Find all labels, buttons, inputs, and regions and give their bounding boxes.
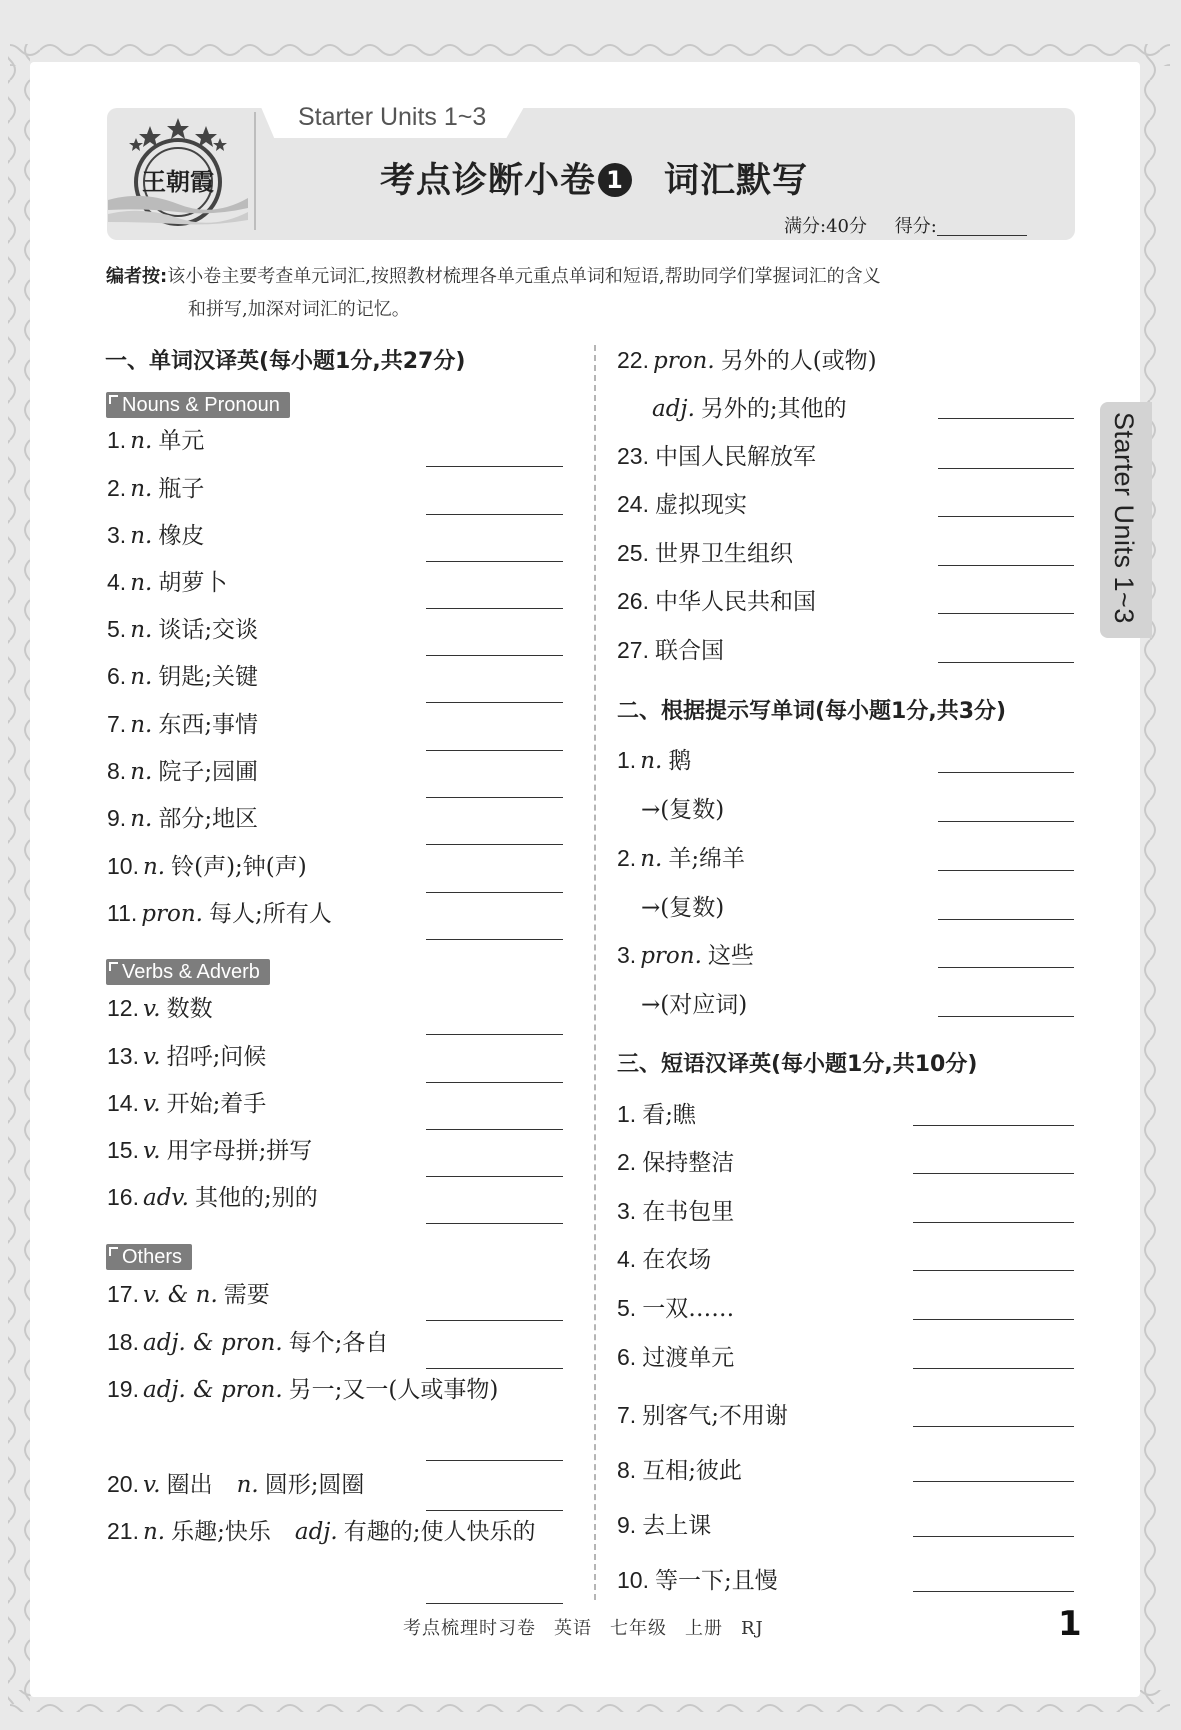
part-of-speech: n. bbox=[142, 854, 166, 880]
note-line-2: 和拼写,加深对词汇的记忆。 bbox=[188, 299, 410, 320]
item-meaning: 需要 bbox=[223, 1282, 270, 1308]
part-of-speech: n. bbox=[130, 476, 153, 502]
answer-blank[interactable] bbox=[938, 870, 1074, 871]
item-meaning: 世界卫生组织 bbox=[654, 541, 793, 567]
part-of-speech: n. bbox=[130, 759, 153, 785]
column-divider bbox=[594, 345, 596, 1600]
answer-blank[interactable] bbox=[426, 608, 563, 609]
vocab-item bbox=[107, 1466, 364, 1499]
full-score-label: 满分:40分 bbox=[784, 216, 867, 237]
item-number: 20. bbox=[107, 1471, 139, 1497]
part-of-speech: adj. & pron. bbox=[142, 1330, 283, 1356]
item-number: 1. bbox=[107, 427, 127, 453]
footer-volume: 上册 bbox=[685, 1618, 723, 1639]
footer-subject: 英语 bbox=[554, 1618, 592, 1639]
part-of-speech: pron. bbox=[141, 901, 203, 927]
part-of-speech: v. bbox=[142, 1044, 161, 1070]
part-of-speech: n. bbox=[130, 570, 153, 596]
answer-blank[interactable] bbox=[913, 1591, 1074, 1592]
item-number: 5. bbox=[617, 1295, 637, 1321]
editor-note bbox=[106, 260, 1076, 326]
item-number: 9. bbox=[617, 1512, 637, 1538]
item-meaning: 在书包里 bbox=[642, 1199, 735, 1225]
vocab-item bbox=[107, 517, 204, 550]
part-of-speech: n. bbox=[130, 617, 153, 643]
item-meaning: 另外的人(或物) bbox=[720, 348, 877, 374]
item-meaning: 部分;地区 bbox=[158, 806, 259, 832]
part-of-speech: pron. bbox=[652, 348, 715, 374]
score-got-label: 得分: bbox=[894, 216, 937, 237]
part-of-speech: n. bbox=[640, 846, 663, 872]
part-of-speech: v. bbox=[142, 1091, 161, 1117]
answer-blank[interactable] bbox=[938, 565, 1074, 566]
item-number: 11. bbox=[107, 900, 138, 926]
vocab-item bbox=[107, 1276, 270, 1309]
item-number: 27. bbox=[617, 637, 649, 663]
vocab-item bbox=[107, 848, 307, 881]
section3-title: 三、短语汉译英(每小题1分,共10分) bbox=[617, 1052, 978, 1077]
item-number: 5. bbox=[107, 616, 127, 642]
vocab-item bbox=[107, 753, 258, 786]
vocab-item bbox=[107, 706, 258, 739]
page-number: 1 bbox=[1058, 1604, 1082, 1644]
part-of-speech: adj. & pron. bbox=[142, 1377, 283, 1403]
item-meaning: 开始;着手 bbox=[166, 1091, 267, 1117]
item-number: 25. bbox=[617, 540, 649, 566]
item-number: 4. bbox=[107, 569, 127, 595]
part-of-speech: v. & n. bbox=[142, 1282, 218, 1308]
answer-blank[interactable] bbox=[913, 1481, 1074, 1482]
hint-text: →(复数) bbox=[641, 895, 725, 921]
vocab-item bbox=[617, 535, 793, 568]
score-blank[interactable] bbox=[937, 217, 1027, 236]
logo-text: 王朝霞 bbox=[142, 167, 214, 196]
part-of-speech: n. bbox=[130, 664, 153, 690]
answer-blank[interactable] bbox=[426, 655, 563, 656]
item-number: 6. bbox=[107, 663, 127, 689]
item-meaning: 一双…… bbox=[642, 1296, 735, 1322]
vocab-item bbox=[617, 1144, 734, 1177]
answer-blank[interactable] bbox=[913, 1426, 1074, 1427]
category-nouns-pronoun: Nouns & Pronoun bbox=[106, 392, 290, 418]
title-number-badge: 1 bbox=[598, 163, 632, 197]
item-number: 13. bbox=[107, 1043, 139, 1069]
vocab-item bbox=[617, 1339, 734, 1372]
vocab-item bbox=[107, 470, 204, 503]
item-number: 17. bbox=[107, 1281, 139, 1307]
item-number: 2. bbox=[617, 1149, 637, 1175]
item-number: 24. bbox=[617, 491, 649, 517]
footer-grade: 七年级 bbox=[610, 1618, 667, 1639]
item-number: 12. bbox=[107, 995, 139, 1021]
vocab-item bbox=[107, 1132, 312, 1165]
answer-blank[interactable] bbox=[426, 1460, 563, 1461]
part-of-speech: pron. bbox=[640, 943, 702, 969]
vocab-item bbox=[617, 1507, 711, 1540]
answer-blank[interactable] bbox=[426, 1129, 563, 1130]
part-of-speech: n. bbox=[130, 712, 153, 738]
vocab-item bbox=[107, 1371, 498, 1404]
item-meaning: 中国人民解放军 bbox=[654, 444, 816, 470]
item-number: 3. bbox=[617, 942, 637, 968]
footer bbox=[403, 1614, 782, 1640]
answer-blank[interactable] bbox=[938, 919, 1074, 920]
item-meaning: 虚拟现实 bbox=[654, 492, 747, 518]
vocab-item bbox=[617, 583, 816, 616]
part-of-speech: n. bbox=[640, 748, 663, 774]
item-number: 10. bbox=[617, 1567, 649, 1593]
part-of-speech: v. bbox=[142, 996, 161, 1022]
answer-blank[interactable] bbox=[426, 1082, 563, 1083]
item-meaning: 羊;绵羊 bbox=[668, 846, 746, 872]
vocab-item bbox=[107, 1038, 266, 1071]
vocab-item bbox=[617, 1452, 742, 1485]
item-meaning: 每人;所有人 bbox=[208, 901, 332, 927]
title-sub: 词汇默写 bbox=[664, 161, 809, 201]
answer-blank[interactable] bbox=[938, 662, 1074, 663]
part-of-speech: n. bbox=[130, 428, 153, 454]
part-of-speech: v. bbox=[142, 1138, 161, 1164]
item-meaning: 其他的;别的 bbox=[195, 1185, 318, 1211]
vocab-item bbox=[617, 840, 745, 873]
footer-series: 考点梳理时习卷 bbox=[403, 1618, 536, 1639]
paper-title bbox=[380, 153, 808, 203]
vocab-item bbox=[107, 1085, 266, 1118]
answer-blank[interactable] bbox=[426, 1320, 563, 1321]
part-of-speech: n. bbox=[130, 523, 153, 549]
category-verbs-adverb: Verbs & Adverb bbox=[106, 959, 270, 985]
vocab-item bbox=[617, 742, 691, 775]
item-meaning: 乐趣;快乐 bbox=[171, 1519, 271, 1545]
item-meaning: 数数 bbox=[166, 996, 213, 1022]
item-meaning: 中华人民共和国 bbox=[654, 589, 816, 615]
vocab-item bbox=[617, 438, 816, 471]
section1-title: 一、单词汉译英(每小题1分,共27分) bbox=[105, 349, 466, 374]
vocab-item bbox=[107, 895, 332, 928]
item-meaning: 橡皮 bbox=[158, 523, 205, 549]
item-number: 3. bbox=[107, 522, 127, 548]
item-meaning: 这些 bbox=[707, 943, 754, 969]
hint-text: →(复数) bbox=[641, 797, 725, 823]
publisher-logo bbox=[108, 112, 248, 237]
item-meaning: 招呼;问候 bbox=[166, 1044, 267, 1070]
item-meaning: 铃(声);钟(声) bbox=[171, 854, 307, 880]
vocab-item bbox=[107, 1179, 318, 1212]
answer-blank[interactable] bbox=[426, 939, 563, 940]
answer-blank[interactable] bbox=[426, 466, 563, 467]
answer-blank[interactable] bbox=[938, 468, 1074, 469]
score-line bbox=[784, 212, 1027, 238]
item-meaning: 另一;又一(人或事物) bbox=[288, 1377, 499, 1403]
answer-blank[interactable] bbox=[913, 1125, 1074, 1126]
answer-blank[interactable] bbox=[426, 1223, 563, 1224]
part-of-speech: n. bbox=[142, 1519, 166, 1545]
item-number: 26. bbox=[617, 588, 649, 614]
vocab-item bbox=[617, 342, 877, 375]
item-meaning: 鹅 bbox=[668, 748, 692, 774]
vocab-item bbox=[617, 1290, 734, 1323]
vocab-item bbox=[107, 422, 204, 455]
answer-blank[interactable] bbox=[426, 844, 563, 845]
vocab-item bbox=[107, 611, 258, 644]
note-line-1: 该小卷主要考查单元词汇,按照教材梳理各单元重点单词和短语,帮助同学们掌握词汇的含义 bbox=[167, 266, 881, 287]
vocab-item bbox=[107, 1513, 536, 1546]
answer-blank[interactable] bbox=[938, 967, 1074, 968]
answer-blank[interactable] bbox=[426, 561, 563, 562]
item-number: 21. bbox=[107, 1518, 139, 1544]
answer-blank[interactable] bbox=[938, 613, 1074, 614]
item-number: 2. bbox=[617, 845, 637, 871]
part-of-speech-2: n. bbox=[236, 1472, 259, 1498]
answer-blank[interactable] bbox=[938, 516, 1074, 517]
vocab-item bbox=[617, 632, 724, 665]
answer-blank[interactable] bbox=[938, 821, 1074, 822]
item-meaning: 保持整洁 bbox=[642, 1150, 735, 1176]
answer-blank[interactable] bbox=[913, 1222, 1074, 1223]
answer-blank[interactable] bbox=[938, 1016, 1074, 1017]
vocab-item bbox=[617, 937, 754, 970]
item-meaning: 胡萝卜 bbox=[158, 570, 228, 596]
item-meaning-2: 另外的;其他的 bbox=[700, 396, 847, 422]
vocab-item bbox=[107, 1324, 388, 1357]
item-meaning: 院子;园圃 bbox=[158, 759, 259, 785]
item-meaning: 瓶子 bbox=[158, 476, 205, 502]
item-meaning: 钥匙;关键 bbox=[158, 664, 259, 690]
item-number: 2. bbox=[107, 475, 127, 501]
section2-title: 二、根据提示写单词(每小题1分,共3分) bbox=[617, 699, 1007, 724]
item-meaning: 互相;彼此 bbox=[642, 1458, 742, 1484]
item-meaning: 过渡单元 bbox=[642, 1345, 735, 1371]
part-of-speech: adv. bbox=[142, 1185, 189, 1211]
item-meaning: 看;瞧 bbox=[642, 1102, 696, 1128]
item-meaning-2: 有趣的;使人快乐的 bbox=[343, 1519, 536, 1545]
item-meaning: 每个;各自 bbox=[288, 1330, 389, 1356]
answer-blank[interactable] bbox=[426, 892, 563, 893]
answer-blank[interactable] bbox=[913, 1536, 1074, 1537]
answer-blank[interactable] bbox=[426, 702, 563, 703]
item-number: 23. bbox=[617, 443, 649, 469]
item-meaning: 联合国 bbox=[654, 638, 724, 664]
vocab-item bbox=[107, 564, 227, 597]
item-meaning: 去上课 bbox=[642, 1513, 712, 1539]
item-meaning: 别客气;不用谢 bbox=[642, 1403, 788, 1429]
answer-blank[interactable] bbox=[913, 1270, 1074, 1271]
vocab-item bbox=[107, 658, 258, 691]
vocab-item bbox=[617, 1397, 788, 1430]
title-main: 考点诊断小卷 bbox=[380, 161, 597, 201]
vocab-item-continuation bbox=[652, 390, 847, 423]
answer-blank[interactable] bbox=[426, 797, 563, 798]
part-of-speech: v. bbox=[142, 1472, 161, 1498]
vocab-item bbox=[617, 1562, 778, 1595]
vocab-item bbox=[617, 1096, 696, 1129]
item-number: 8. bbox=[107, 758, 127, 784]
item-number: 18. bbox=[107, 1329, 139, 1355]
item-meaning: 等一下;且慢 bbox=[654, 1568, 778, 1594]
logo-divider bbox=[254, 112, 256, 230]
part-of-speech-2: adj. bbox=[652, 396, 695, 422]
vocab-item bbox=[107, 800, 258, 833]
answer-blank[interactable] bbox=[426, 1510, 563, 1511]
part-of-speech-2: adj. bbox=[294, 1519, 338, 1545]
vocab-item bbox=[617, 1193, 734, 1226]
item-number: 3. bbox=[617, 1198, 637, 1224]
item-number: 8. bbox=[617, 1457, 637, 1483]
answer-blank[interactable] bbox=[913, 1173, 1074, 1174]
answer-blank[interactable] bbox=[938, 772, 1074, 773]
category-others: Others bbox=[106, 1244, 192, 1270]
item-number: 1. bbox=[617, 1101, 637, 1127]
vocab-item bbox=[617, 486, 747, 519]
part-of-speech: n. bbox=[130, 806, 153, 832]
answer-blank[interactable] bbox=[938, 418, 1074, 419]
item-number: 14. bbox=[107, 1090, 139, 1116]
answer-blank[interactable] bbox=[426, 1368, 563, 1369]
answer-blank[interactable] bbox=[426, 750, 563, 751]
answer-blank[interactable] bbox=[426, 1034, 563, 1035]
answer-blank[interactable] bbox=[426, 514, 563, 515]
vocab-item bbox=[107, 990, 213, 1023]
item-number: 19. bbox=[107, 1376, 139, 1402]
item-number: 4. bbox=[617, 1246, 637, 1272]
note-label: 编者按: bbox=[106, 266, 168, 287]
footer-edition: RJ bbox=[741, 1618, 764, 1639]
item-number: 22. bbox=[617, 347, 649, 373]
item-meaning: 单元 bbox=[158, 428, 205, 454]
item-number: 16. bbox=[107, 1184, 139, 1210]
item-meaning: 东西;事情 bbox=[158, 712, 259, 738]
item-meaning-2: 圆形;圆圈 bbox=[264, 1472, 365, 1498]
item-number: 7. bbox=[107, 711, 127, 737]
item-meaning: 在农场 bbox=[642, 1247, 712, 1273]
answer-blank[interactable] bbox=[426, 1603, 563, 1604]
item-number: 15. bbox=[107, 1137, 139, 1163]
vocab-item bbox=[617, 1241, 711, 1274]
item-meaning: 谈话;交谈 bbox=[158, 617, 259, 643]
item-number: 1. bbox=[617, 747, 637, 773]
answer-blank[interactable] bbox=[426, 1176, 563, 1177]
item-number: 7. bbox=[617, 1402, 637, 1428]
side-tab-label: Starter Units 1~3 bbox=[1109, 412, 1139, 624]
item-number: 6. bbox=[617, 1344, 637, 1370]
item-number: 10. bbox=[107, 853, 139, 879]
item-number: 9. bbox=[107, 805, 127, 831]
item-meaning: 圈出 bbox=[166, 1472, 213, 1498]
answer-blank[interactable] bbox=[913, 1319, 1074, 1320]
answer-blank[interactable] bbox=[913, 1368, 1074, 1369]
item-meaning: 用字母拼;拼写 bbox=[166, 1138, 313, 1164]
unit-tag: Starter Units 1~3 bbox=[298, 103, 487, 131]
hint-text: →(对应词) bbox=[641, 992, 748, 1018]
